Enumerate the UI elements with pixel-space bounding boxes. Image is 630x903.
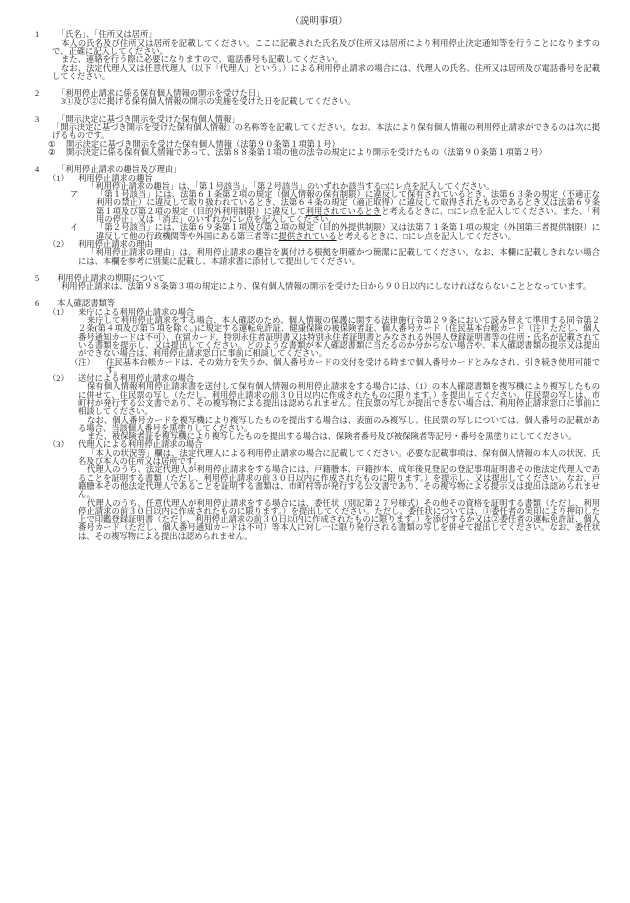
section-3-number: 3	[35, 114, 40, 124]
section-6-sub-1-note-text: 住民基本台帳カードは、その効力を失うか、個人番号カードの交付を受ける時まで個人番号カードとみなされ、引き続き使用可能です。	[106, 357, 600, 375]
section-4-sub-1-item-i-text	[96, 224, 600, 241]
section-6-sub-1-marker: （1）	[48, 307, 69, 317]
section-4-sub-1-item-i	[30, 224, 600, 241]
section-5-paragraph-1: 利用停止請求は、法第９８条第３項の規定により、保有個人情報の開示を受けた日から９０日以内にしなければならないこととなっています。	[61, 282, 592, 292]
section-3-item-1-text: 開示決定に基づき開示を受けた保有個人情報（法第９０条第１項第１号）	[66, 139, 340, 149]
section-4-sub-2-marker: （2）	[48, 239, 69, 249]
section-4-number: 4	[35, 165, 40, 175]
section-4-sub-1-item-i-marker: イ	[70, 223, 79, 233]
section-3-item-2	[30, 149, 600, 157]
section-5-heading: 利用停止請求の期限について	[57, 273, 165, 283]
section-4-sub-2-paragraph-1: 「利用停止請求の理由」は、利用停止請求の趣旨を裏付ける根拠を明確かつ簡潔に記載してください。なお、本欄に記載しきれない場合には、本欄を参考に別葉に記載し、本請求書に添付して提出してください。	[78, 248, 600, 266]
item-i-text-before: 「第２号該当」には、法第６９条第１項及び第２項の規定（目的外提供制限）又は法第７１条第１項の規定（外国第三者提供制限）に違反して他の行政機関等や外国にある第三者等に	[96, 223, 600, 241]
section-4-heading: 「利用停止請求の趣旨及び理由」	[57, 165, 182, 175]
section-2-paragraph-1: 3①及び②に掲げる保有個人情報の開示の実施を受けた日を記載してください。	[61, 97, 356, 107]
section-1-paragraph-2: また、連絡を行う際に必要になりますので、電話番号も記載してください。	[61, 55, 343, 65]
section-6-sub-3-paragraph-2: 代理人のうち、法定代理人が利用停止請求をする場合には、戸籍謄本、戸籍抄本、成年後見登記の登記事項証明書その他法定代理人であることを証明する書類（ただし、利用停止請求の前３０日以内に作成されたものに限ります。）を提示し、又は提出してください。なお、戸籍謄本その他法定代理人であることを証明する書類は、市町村等が発行する公文書であり、その複写物による提示又は提出は認められません。	[78, 465, 600, 500]
section-3-paragraph-1: 「開示決定に基づき開示を受けた保有個人情報」の名称等を記載してください。なお、本法により保有個人情報の利用停止請求ができるのは次に掲げるものです。	[52, 123, 600, 141]
section-1-paragraph-3: なお、法定代理人又は任意代理人（以下「代理人」という。）による利用停止請求の場合には、代理人の氏名、住所又は居所及び電話番号を記載してください。	[52, 63, 600, 81]
section-6	[30, 300, 600, 541]
section-1-number: 1	[35, 30, 40, 40]
section-6-sub-1-heading: 来庁による利用停止請求の場合	[78, 307, 195, 317]
section-6-sub-1-paragraph-1: 来庁して利用停止請求をする場合、本人確認のため、個人情報の保護に関する法律施行令第２９条において読み替えて準用する同令第２２条(第４項及び第５項を除く。)に規定する運転免許証、健康保険の被保険者証、個人番号カード（住民基本台帳カード（注）ただし、個人番号通知カードは不可）、在留カード、特別永住者証明書又は特別永住者証明書とみなされる外国人登録証明書等の住所・氏名が記載されている書類を提示し、又は提出してください。どのような書類が本人確認書類に当たるのか分からない場合や、本人確認書類の提示又は提出ができない場合は、利用停止請求窓口に事前に相談してください。	[78, 316, 600, 359]
section-4-sub-1-item-a-text	[96, 191, 600, 224]
section-6-sub-3-paragraph-3: 代理人のうち、任意代理人が利用停止請求をする場合には、委任状（別記第２７号様式）その他その資格を証明する書類（ただし、利用停止請求の前３０日以内に作成されたものに限ります。）を提出してください。ただし、委任状については、①委任者の実印により押印した上で印鑑登録証明書（ただし、利用停止請求の前３０日以内に作成されたものに限ります。）を添付するか又は②委任者の運転免許証、個人番号カード（ただし、個人番号通知カードは不可）等本人に対し一に限り発行される書類の写しを併せて提出してください。なお、委任状は、その複写物による提出は認められません。	[78, 498, 600, 541]
section-5-number: 5	[35, 273, 40, 283]
section-3-item-2-marker: ②	[48, 147, 56, 157]
section-6-heading: 本人確認書類等	[57, 299, 116, 309]
section-6-sub-3-paragraph-1: 「本人の状況等」欄は、法定代理人による利用停止請求の場合に記載してください。必要な記載事項は、保有個人情報の本人の状況、氏名及び本人の住所又は居所です。	[78, 448, 600, 467]
section-3	[30, 116, 600, 157]
section-4-sub-1-item-a	[30, 191, 600, 224]
section-2-number: 2	[35, 89, 40, 99]
section-2-heading: 「利用停止請求に係る保有個人情報の開示を受けた日」	[57, 89, 265, 99]
section-4-sub-1-paragraph-1: 「利用停止請求の趣旨」は、「第１号該当」、「第２号該当」のいずれか該当する□にレ点を記入してください。	[87, 181, 495, 191]
section-6-sub-1-note-marker: （注）	[70, 357, 95, 367]
section-3-heading: 「開示決定に基づき開示を受けた保有個人情報」	[57, 114, 240, 124]
section-2	[30, 90, 600, 107]
section-1-heading: 「氏名」、「住所又は居所」	[57, 30, 157, 40]
item-a-underlined-text: 利用されているとき	[305, 206, 382, 216]
section-4-sub-1-item-a-marker: ア	[70, 190, 79, 200]
section-3-item-1-marker: ①	[48, 139, 56, 149]
item-a-text-after: と考えるときに、□にレ点を記入してください。また、「利用の停止」又は「消去」のいずれかにレ点を記入してください。	[96, 206, 600, 225]
section-6-sub-3-marker: （3）	[48, 440, 69, 450]
section-4-sub-1-marker: （1）	[48, 173, 69, 183]
section-1-paragraph-1: 本人の氏名及び住所又は居所を記載してください。ここに記載された氏名及び住所又は居所により利用停止決定通知等を行うことになりますので、正確に記入してください。	[52, 38, 600, 56]
section-6-sub-2-paragraph-1: 保有個人情報利用停止請求書を送付して保有個人情報の利用停止請求をする場合には、（1）の本人確認書類を複写機により複写したものに併せて、住民票の写し（ただし、利用停止請求の前３０日以内に作成されたものに限ります。）を提出してください。住民票の写しは、市町村が発行する公文書であり、その複写物による提出は認められません。住民票の写しが提出できない場合は、利用停止請求窓口に事前に相談してください。	[78, 382, 600, 417]
item-a-text-before: 「第１号該当」には、法第６１条第２項の規定（個人情報の保有制限）に違反して保有されているとき、法第６３条の規定（不適正な利用の禁止）に違反して取り扱われているとき、法第６４条の規定（適正取得）に違反して取得されたものであるとき又は法第６９条第１項及び第２項の規定（目的外利用制限）に違反して	[96, 190, 600, 216]
section-6-sub-2-heading: 送付による利用停止請求の場合	[78, 374, 195, 384]
section-4-sub-1-heading: 利用停止請求の趣旨	[78, 173, 153, 183]
section-5	[30, 275, 600, 292]
section-6-sub-1-note	[30, 359, 600, 376]
section-6-sub-2-paragraph-2: なお、個人番号カードを複写機により複写したものを提出する場合は、表面のみ複写し、住民票の写しについては、個人番号の記載がある場合、当該個人番号を黒塗りしてください。	[78, 415, 600, 433]
section-6-sub-3-heading: 代理人による利用停止請求の場合	[78, 440, 203, 450]
section-6-sub-2-marker: （2）	[48, 374, 69, 384]
section-4-sub-2-heading: 利用停止請求の理由	[78, 239, 153, 249]
section-4	[30, 166, 600, 266]
page-title: （説明事項）	[290, 17, 348, 27]
section-6-number: 6	[35, 299, 40, 309]
section-1	[30, 31, 600, 81]
section-6-sub-2-paragraph-3: また、被保険者証を複写機により複写したものを提出する場合は、保険者番号及び被保険者等記号・番号を黒塗りにしてください。	[87, 432, 577, 442]
section-3-item-2-text: 開示決定に係る保有個人情報であって、法第８８条第１項の他の法令の規定により開示を受けたもの（法第９０条第１項第２号）	[66, 147, 547, 157]
item-i-underlined-text: 提供されている	[278, 231, 337, 241]
item-i-text-after: と考えるときに、□にレ点を記入してください。	[336, 231, 516, 241]
